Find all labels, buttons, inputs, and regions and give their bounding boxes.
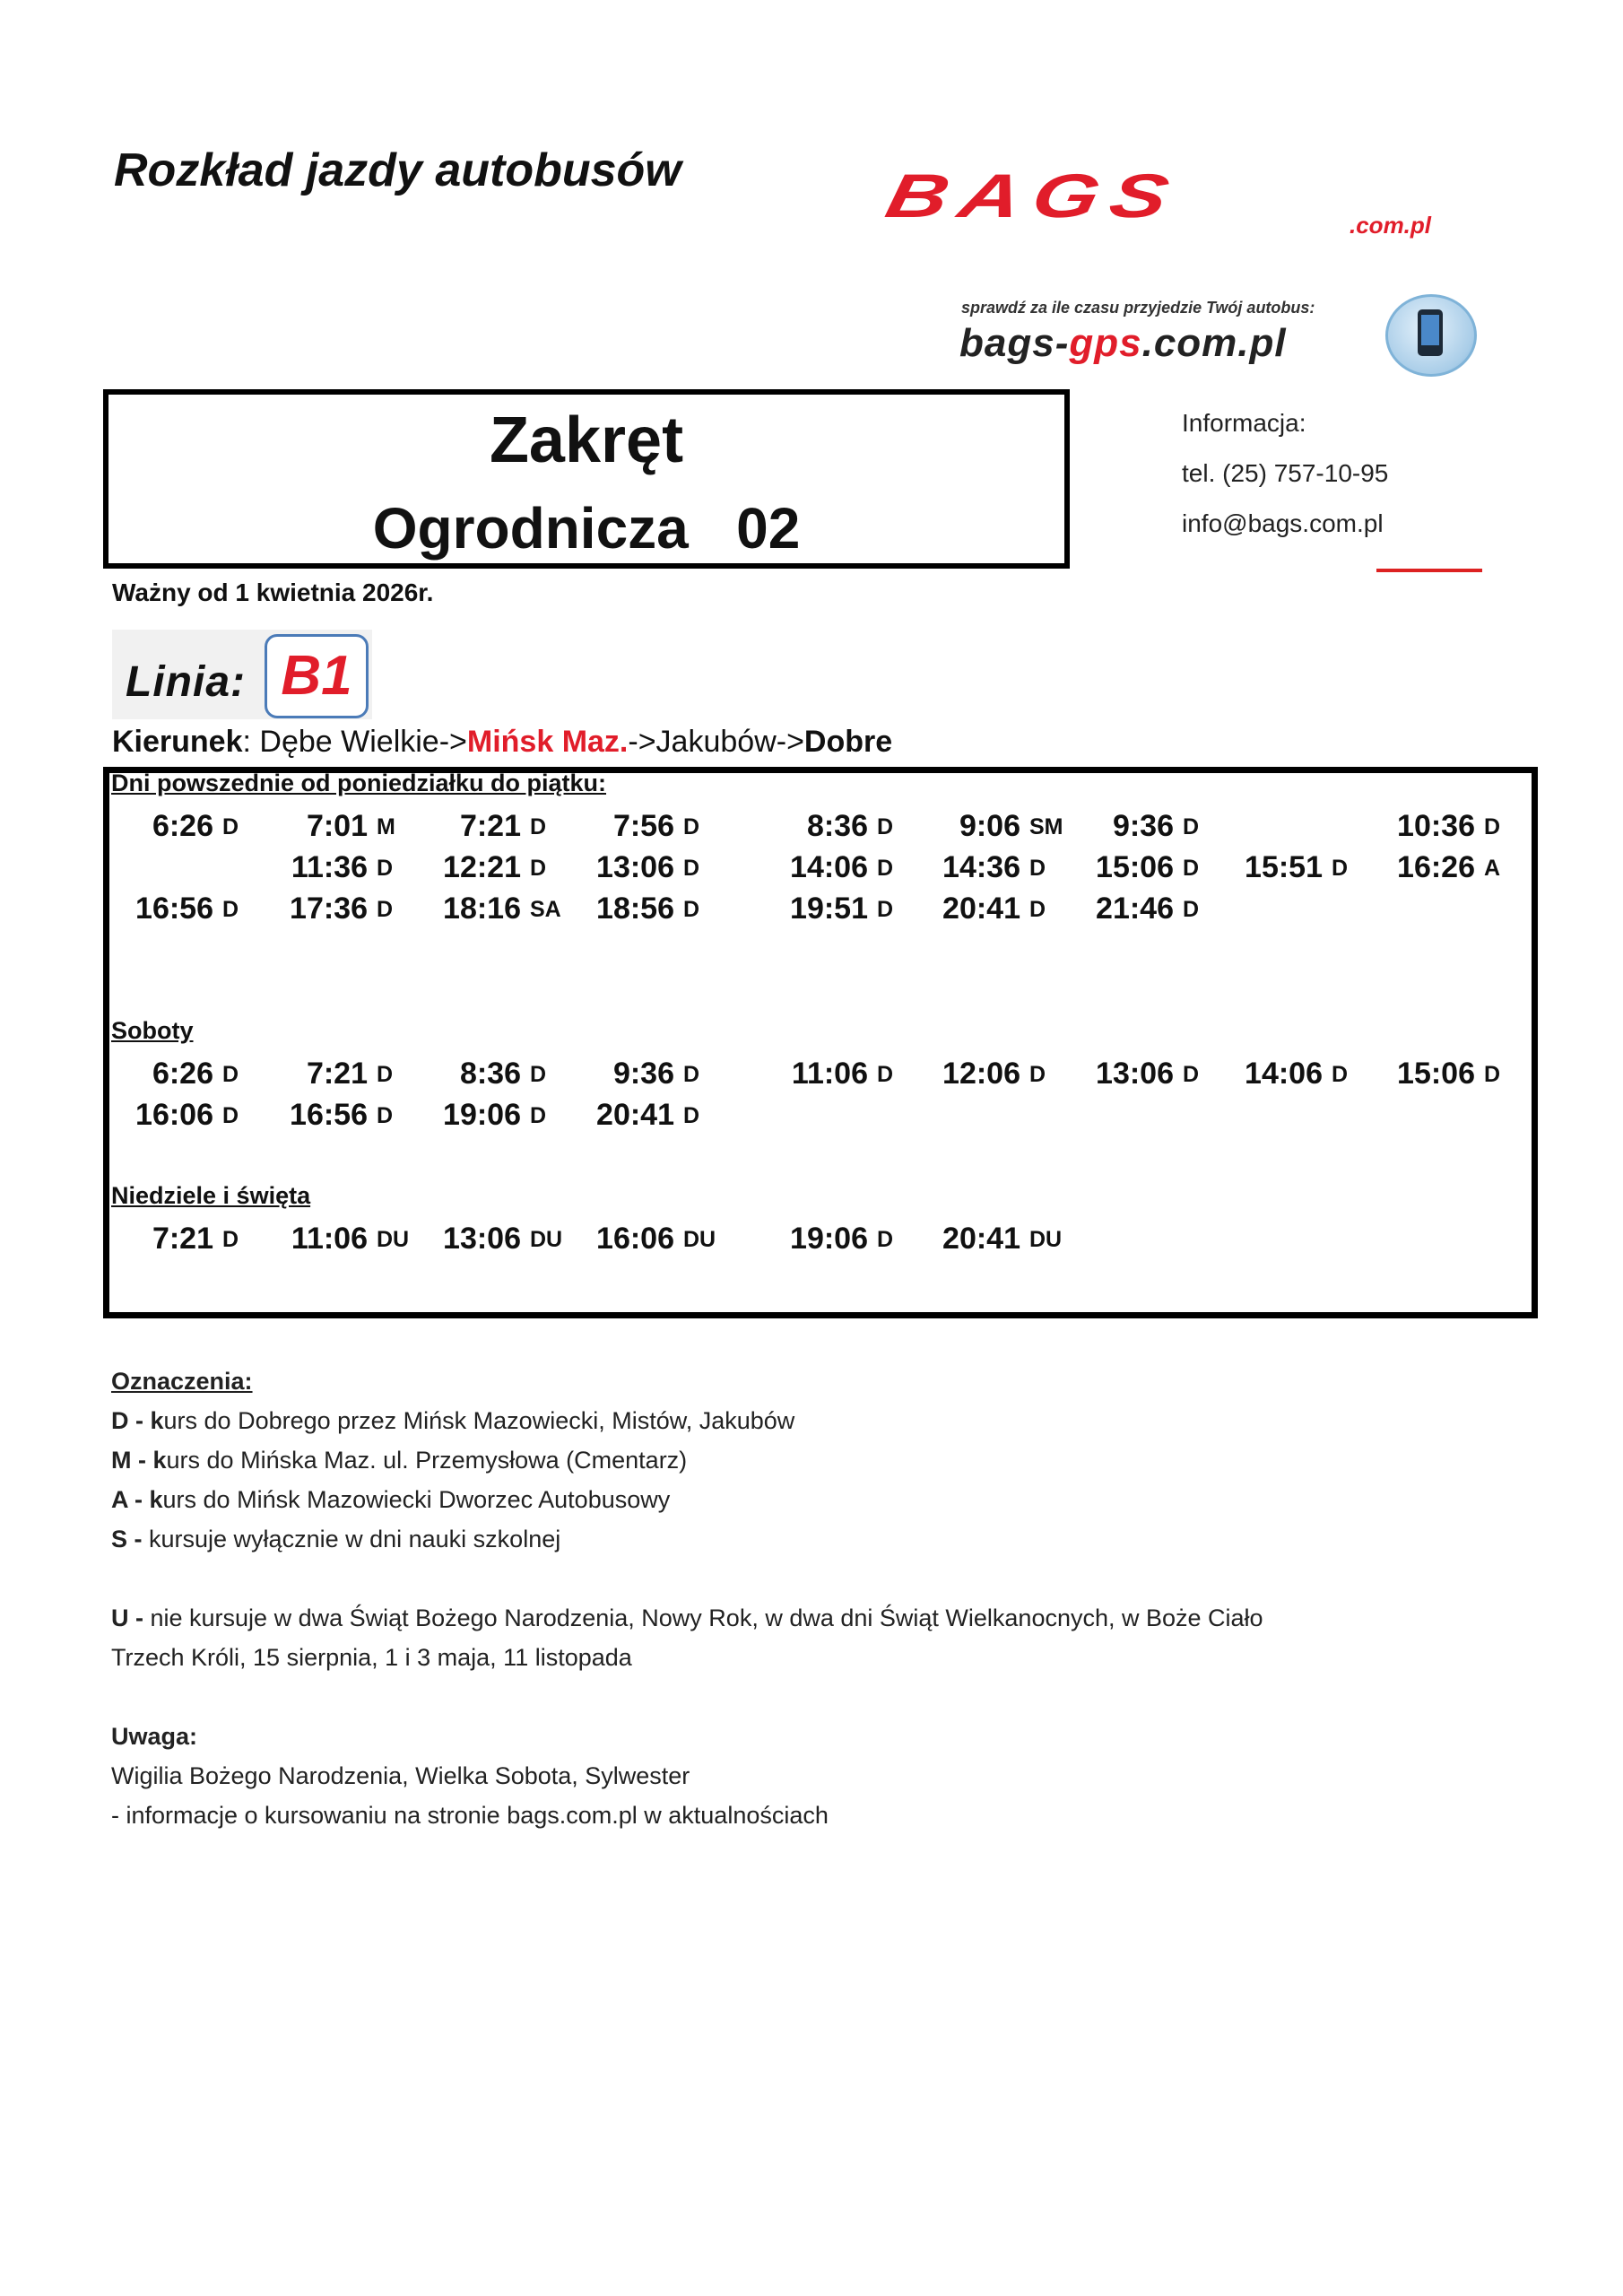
departure-cell xyxy=(1376,1057,1500,1092)
departure-code: D xyxy=(1332,856,1349,881)
departure-cell xyxy=(1075,1098,1183,1134)
legend-text: urs do Mińska Maz. ul. Przemysłowa (Cmentarz) xyxy=(166,1447,688,1474)
bags-logo xyxy=(883,169,1493,240)
departure-code: DU xyxy=(1029,1227,1063,1252)
departure-time: 20:41 xyxy=(596,1098,674,1132)
departure-time: 19:06 xyxy=(790,1222,868,1256)
departure-time: 13:06 xyxy=(443,1222,521,1256)
departure-cell xyxy=(576,1057,699,1092)
departure-cell xyxy=(115,1057,239,1092)
schedule-row xyxy=(0,850,1623,886)
departure-time: 18:16 xyxy=(443,891,521,926)
departure-cell xyxy=(422,1222,562,1257)
departure-cell xyxy=(1075,850,1199,886)
legend-text: kursuje wyłącznie w dni nauki szkolnej xyxy=(149,1526,561,1552)
document-title: Rozkład jazdy autobusów xyxy=(114,144,681,196)
departure-cell xyxy=(115,850,222,886)
departure-code: D xyxy=(877,856,894,881)
departure-code: D xyxy=(877,897,894,922)
departure-cell xyxy=(576,850,699,886)
departure-code: D xyxy=(683,1062,700,1087)
info-email[interactable]: info@bags.com.pl xyxy=(1182,509,1384,537)
stop-subtitle: Ogrodnicza 02 xyxy=(372,496,801,561)
departure-cell xyxy=(922,809,1063,845)
legend-text: urs do Dobrego przez Mińsk Mazowiecki, Mistów, Jakubów xyxy=(163,1407,795,1434)
direction-stop4: Dobre xyxy=(803,725,893,759)
departure-code: D xyxy=(530,856,547,881)
departure-code: D xyxy=(1029,856,1046,881)
departure-time: 13:06 xyxy=(596,850,674,884)
stop-name: Zakręt xyxy=(489,404,684,476)
departure-cell xyxy=(769,1057,893,1092)
gps-site-part3: .com.pl xyxy=(1141,321,1287,365)
direction-label: Kierunek xyxy=(112,725,243,759)
departure-cell xyxy=(922,850,1046,886)
departure-code: M xyxy=(377,814,395,839)
departure-time: 6:26 xyxy=(152,1057,213,1091)
departure-cell xyxy=(769,850,893,886)
departure-cell xyxy=(422,1098,546,1134)
departure-code: DU xyxy=(683,1227,716,1252)
departure-cell xyxy=(576,809,699,845)
departure-cell xyxy=(922,1057,1046,1092)
note-title xyxy=(111,1717,1263,1756)
info-phone: tel. (25) 757-10-95 xyxy=(1182,459,1389,487)
departure-time: 16:26 xyxy=(1397,850,1475,884)
departure-time: 16:06 xyxy=(596,1222,674,1256)
departure-cell xyxy=(269,1222,409,1257)
departure-cell xyxy=(1224,850,1348,886)
departure-cell xyxy=(422,891,561,927)
departure-cell xyxy=(1376,891,1484,927)
direction xyxy=(112,725,892,760)
departure-code: D xyxy=(530,1103,547,1128)
departure-cell xyxy=(269,809,395,845)
departure-code: D xyxy=(877,814,894,839)
departure-code: D xyxy=(222,814,239,839)
note-line-1: Wigilia Bożego Narodzenia, Wielka Sobota, Sylwester xyxy=(111,1762,690,1789)
legend-key: A - xyxy=(111,1486,150,1513)
departure-time: 12:06 xyxy=(942,1057,1020,1091)
departure-time: 16:56 xyxy=(135,891,213,926)
departure-code: D xyxy=(222,1103,239,1128)
departure-code: DU xyxy=(530,1227,563,1252)
schedule-row xyxy=(0,1057,1623,1092)
departure-code: DU xyxy=(377,1227,410,1252)
legend-item-u xyxy=(111,1598,1263,1638)
departure-cell xyxy=(269,891,393,927)
departure-cell xyxy=(115,891,239,927)
departure-time: 20:41 xyxy=(942,891,1020,926)
departure-time: 8:36 xyxy=(806,809,868,843)
departure-code: D xyxy=(530,814,547,839)
departure-time: 8:36 xyxy=(459,1057,521,1091)
departure-time: 9:06 xyxy=(959,809,1020,843)
legend-key: M - xyxy=(111,1447,153,1474)
departure-code: D xyxy=(1484,1062,1501,1087)
saturdays-title: Soboty xyxy=(111,1017,194,1044)
departure-code: A xyxy=(1484,856,1501,881)
departure-time: 7:21 xyxy=(459,809,521,843)
departure-code: D xyxy=(683,856,700,881)
departure-time: 19:51 xyxy=(790,891,868,926)
departure-code: D xyxy=(1183,814,1200,839)
departure-time: 13:06 xyxy=(1096,1057,1174,1091)
departure-time: 10:36 xyxy=(1397,809,1475,843)
line-number-badge: B1 xyxy=(265,634,369,718)
legend-bold-letter: k xyxy=(150,1407,164,1434)
departure-time: 6:26 xyxy=(152,809,213,843)
schedule-row xyxy=(0,809,1623,845)
departure-cell xyxy=(769,1098,877,1134)
direction-stop1: Dębe Wielkie-> xyxy=(259,725,467,759)
departure-cell xyxy=(1075,1057,1199,1092)
departure-time: 7:21 xyxy=(152,1222,213,1256)
departure-cell xyxy=(769,891,893,927)
departure-cell xyxy=(1376,850,1500,886)
departure-cell xyxy=(576,891,699,927)
departure-time: 16:06 xyxy=(135,1098,213,1132)
departure-code: D xyxy=(877,1062,894,1087)
schedule-row xyxy=(0,891,1623,927)
note-line-2: - informacje o kursowaniu na stronie bags.com.pl w aktualnościach xyxy=(111,1802,829,1829)
departure-code: D xyxy=(683,897,700,922)
departure-code: D xyxy=(1183,1062,1200,1087)
gps-site-part2: gps xyxy=(1069,321,1142,365)
departure-time: 11:06 xyxy=(791,1057,868,1091)
departure-code: D xyxy=(1029,897,1046,922)
departure-code: D xyxy=(1183,897,1200,922)
departure-cell xyxy=(1075,1222,1183,1257)
departure-code: D xyxy=(377,897,394,922)
departure-code: D xyxy=(530,1062,547,1087)
departure-time: 19:06 xyxy=(443,1098,521,1132)
legend-title: Oznaczenia: xyxy=(111,1368,253,1395)
departure-cell xyxy=(115,809,239,845)
legend-bold-letter: k xyxy=(152,1447,167,1474)
departure-code: SA xyxy=(530,897,561,922)
departure-cell xyxy=(422,1057,546,1092)
departure-cell xyxy=(1075,809,1199,845)
smartphone-icon xyxy=(1385,294,1477,377)
schedule-row xyxy=(0,1098,1623,1134)
departure-cell xyxy=(922,1098,1029,1134)
departure-time: 9:36 xyxy=(612,1057,674,1091)
contact-info xyxy=(1182,398,1388,549)
departure-cell xyxy=(269,850,393,886)
departure-cell xyxy=(115,1222,239,1257)
departure-code: D xyxy=(1029,1062,1046,1087)
departure-time: 18:56 xyxy=(596,891,674,926)
departure-code: D xyxy=(377,856,394,881)
legend-key: S - xyxy=(111,1526,150,1552)
gps-site-link[interactable] xyxy=(959,321,1287,366)
departure-cell xyxy=(269,1057,393,1092)
departure-cell xyxy=(1075,891,1199,927)
direction-stop3: ->Jakubów-> xyxy=(628,725,804,759)
departure-code: D xyxy=(683,1103,700,1128)
departure-cell xyxy=(576,1098,699,1134)
departure-cell xyxy=(769,809,893,845)
schedule-row xyxy=(0,1222,1623,1257)
departure-time: 16:56 xyxy=(290,1098,368,1132)
legend-item-u-cont: Trzech Króli, 15 sierpnia, 1 i 3 maja, 11 listopada xyxy=(111,1644,632,1671)
departure-cell xyxy=(769,1222,893,1257)
legend-item-d xyxy=(111,1401,1263,1440)
sundays-title: Niedziele i święta xyxy=(111,1182,311,1209)
departure-cell xyxy=(1224,1098,1332,1134)
departure-time: 15:06 xyxy=(1397,1057,1475,1091)
departure-code: D xyxy=(1183,856,1200,881)
legend-item-s xyxy=(111,1519,1263,1559)
departure-code: D xyxy=(377,1103,394,1128)
legend xyxy=(111,1361,1263,1835)
note-title-text: Uwaga: xyxy=(111,1723,198,1750)
departure-cell xyxy=(922,1222,1062,1257)
legend-bold-letter: k xyxy=(149,1486,163,1513)
departure-code: D xyxy=(1484,814,1501,839)
departure-cell xyxy=(1376,1098,1484,1134)
bags-logo-text: BAGS xyxy=(883,169,1187,231)
departure-cell xyxy=(1224,1057,1348,1092)
departure-cell xyxy=(922,891,1046,927)
departure-cell xyxy=(422,809,546,845)
legend-item-a xyxy=(111,1480,1263,1519)
departure-time: 7:21 xyxy=(306,1057,368,1091)
departure-time: 12:21 xyxy=(443,850,521,884)
departure-time: 15:06 xyxy=(1096,850,1174,884)
valid-from: Ważny od 1 kwietnia 2026r. xyxy=(112,578,434,606)
departure-time: 14:06 xyxy=(1245,1057,1323,1091)
legend-text: urs do Mińsk Mazowiecki Dworzec Autobusowy xyxy=(162,1486,671,1513)
departure-code: D xyxy=(683,814,700,839)
departure-code: D xyxy=(877,1227,894,1252)
gps-site-part1: bags- xyxy=(959,321,1070,365)
departure-time: 14:36 xyxy=(942,850,1020,884)
departure-code: D xyxy=(1332,1062,1349,1087)
departure-code: SM xyxy=(1029,814,1063,839)
direction-stop2: Mińsk Maz. xyxy=(466,725,629,759)
departure-cell xyxy=(576,1222,716,1257)
departure-cell xyxy=(269,1098,393,1134)
info-label: Informacja: xyxy=(1182,409,1306,437)
departure-time: 7:56 xyxy=(612,809,674,843)
departure-time: 15:51 xyxy=(1245,850,1323,884)
departure-time: 21:46 xyxy=(1096,891,1174,926)
weekdays-title: Dni powszednie od poniedziałku do piątku: xyxy=(111,770,607,796)
departure-time: 20:41 xyxy=(942,1222,1020,1256)
departure-code: D xyxy=(222,897,239,922)
departure-cell xyxy=(1376,1222,1484,1257)
departure-time: 7:01 xyxy=(306,809,368,843)
departure-code: D xyxy=(222,1062,239,1087)
legend-key: U - xyxy=(111,1605,151,1631)
legend-item-m xyxy=(111,1440,1263,1480)
departure-cell xyxy=(1224,1222,1332,1257)
departure-code: D xyxy=(377,1062,394,1087)
departure-time: 17:36 xyxy=(290,891,368,926)
red-divider xyxy=(1376,569,1482,572)
line-label: Linia: xyxy=(126,658,246,706)
departure-cell xyxy=(1224,809,1332,845)
departure-cell xyxy=(422,850,546,886)
departure-time: 9:36 xyxy=(1112,809,1174,843)
departure-code: D xyxy=(222,1227,239,1252)
departure-time: 11:36 xyxy=(291,850,368,884)
departure-time: 14:06 xyxy=(790,850,868,884)
departure-cell xyxy=(1224,891,1332,927)
bags-logo-domain: .com.pl xyxy=(1350,212,1432,239)
direction-sep: : xyxy=(242,725,260,759)
legend-key: D - xyxy=(111,1407,151,1434)
departure-time: 11:06 xyxy=(291,1222,368,1256)
gps-tagline: sprawdź za ile czasu przyjedzie Twój autobus: xyxy=(961,299,1315,317)
departure-cell xyxy=(1376,809,1500,845)
departure-cell xyxy=(115,1098,239,1134)
legend-text: nie kursuje w dwa Świąt Bożego Narodzenia, Nowy Rok, w dwa dni Świąt Wielkanocnych, w Boże Ciało xyxy=(150,1605,1263,1631)
